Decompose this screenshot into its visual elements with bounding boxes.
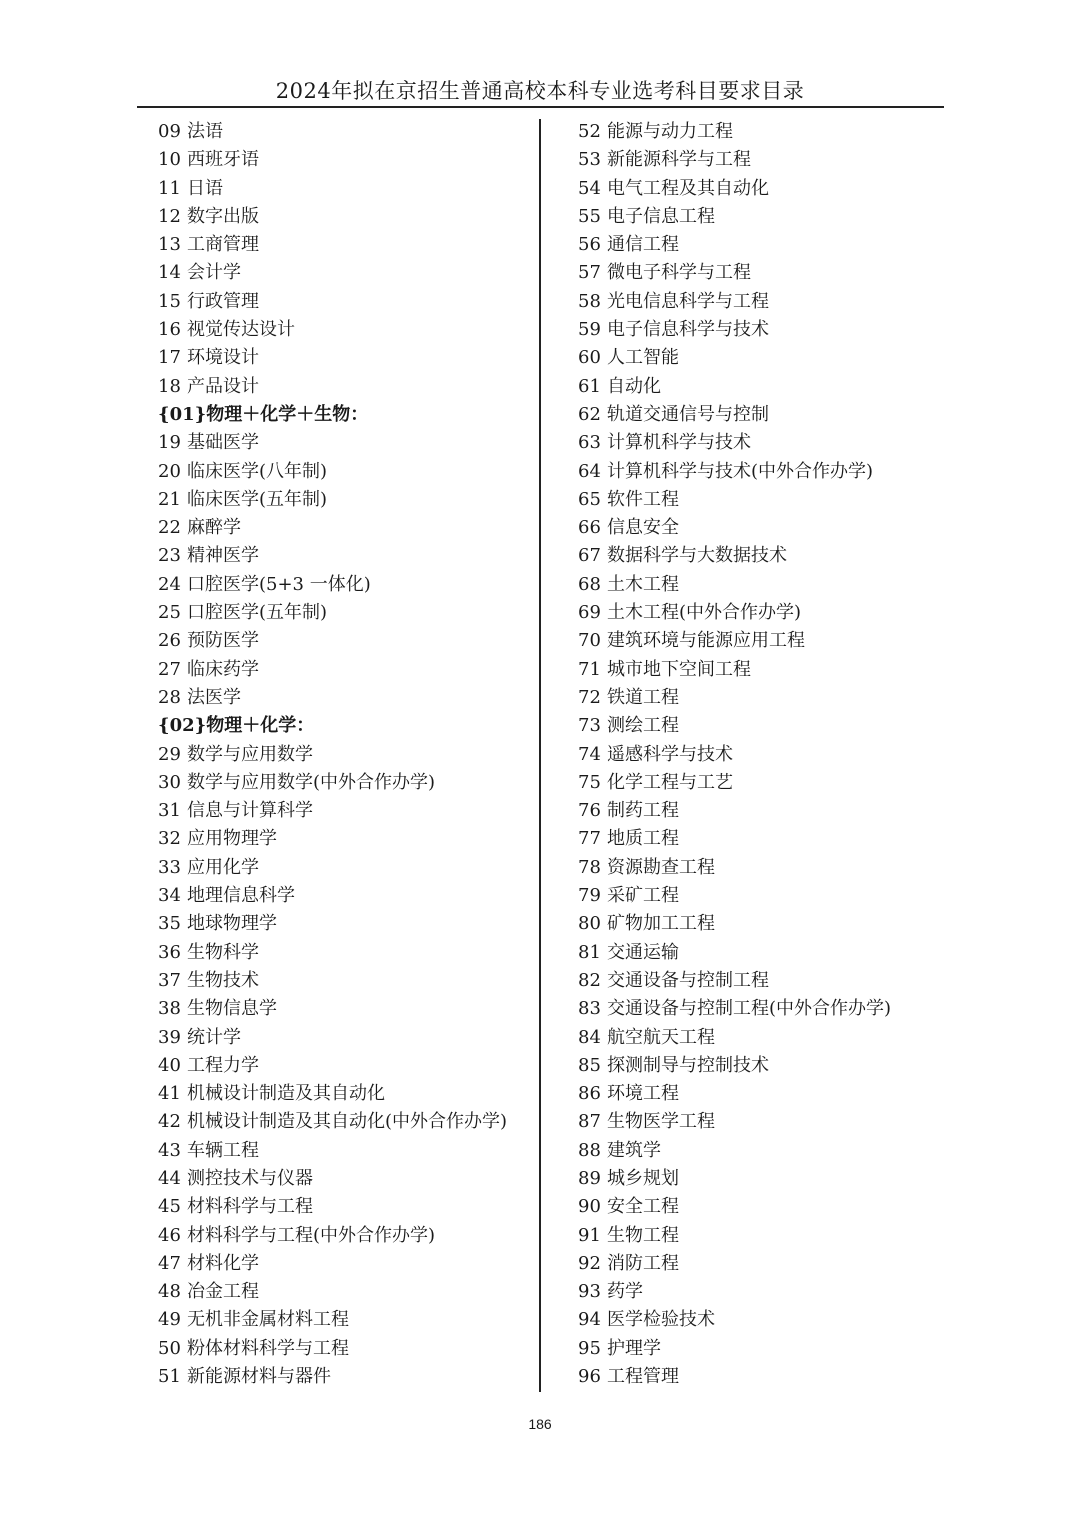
major-list-item [158, 1363, 536, 1391]
major-list-item [578, 458, 944, 486]
major-name: 测绘工程 [607, 715, 679, 737]
major-list-item [158, 1306, 536, 1334]
major-number: 12 [158, 205, 181, 227]
major-number: 64 [578, 460, 601, 482]
major-number: 21 [158, 488, 181, 510]
major-number: 41 [158, 1083, 181, 1105]
major-name: 探测制导与控制技术 [607, 1054, 769, 1076]
major-name: 生物科学 [187, 941, 259, 963]
major-list-item [578, 1052, 944, 1080]
major-name: 统计学 [187, 1026, 241, 1048]
major-name: 资源勘查工程 [607, 856, 715, 878]
major-name: 法语 [187, 121, 223, 142]
major-list-item [158, 854, 536, 882]
major-name: 环境设计 [187, 347, 259, 369]
major-name: 土木工程 [607, 573, 679, 595]
major-list-item [158, 599, 536, 627]
major-name: 新能源科学与工程 [607, 149, 751, 171]
major-name: 生物医学工程 [607, 1111, 715, 1133]
major-list-item [578, 1306, 944, 1334]
major-name: 数字出版 [187, 205, 259, 227]
major-list-item [158, 175, 536, 203]
major-number: 09 [158, 121, 181, 142]
major-list-item [578, 741, 944, 769]
major-number: 15 [158, 290, 181, 312]
major-list-item [158, 288, 536, 316]
major-name: 工商管理 [187, 234, 259, 256]
major-name: 应用化学 [187, 856, 259, 878]
major-name: 工程管理 [607, 1366, 679, 1388]
major-number: 59 [578, 319, 601, 341]
major-number: 75 [578, 771, 601, 793]
major-name: 铁道工程 [607, 686, 679, 708]
major-list-item [158, 1250, 536, 1278]
major-name: 地质工程 [607, 828, 679, 850]
major-number: 17 [158, 347, 181, 369]
major-number: 96 [578, 1366, 601, 1388]
major-name: 地球物理学 [187, 913, 277, 935]
major-name: 机械设计制造及其自动化 [187, 1083, 385, 1105]
major-number: 54 [578, 177, 601, 199]
page-number: 186 [528, 1416, 552, 1432]
major-list-item [578, 486, 944, 514]
major-number: 57 [578, 262, 601, 284]
major-name: 测控技术与仪器 [187, 1167, 313, 1189]
major-name: 消防工程 [607, 1252, 679, 1274]
major-list-item [578, 769, 944, 797]
major-name: 新能源材料与器件 [187, 1366, 331, 1388]
major-list-item [158, 1278, 536, 1306]
major-list-item [578, 1193, 944, 1221]
major-list-item [158, 825, 536, 853]
major-list-item [158, 939, 536, 967]
major-list-item [578, 118, 944, 146]
major-name: 人工智能 [607, 347, 679, 369]
major-name: 交通设备与控制工程(中外合作办学) [607, 998, 892, 1020]
major-number: 68 [578, 573, 601, 595]
major-number: 10 [158, 149, 181, 171]
major-number: 49 [158, 1309, 181, 1331]
major-number: 72 [578, 686, 601, 708]
major-list-item [158, 118, 536, 146]
major-number: 82 [578, 969, 601, 991]
major-number: 80 [578, 913, 601, 935]
major-name: 药学 [607, 1281, 643, 1303]
major-number: 89 [578, 1167, 601, 1189]
major-list-item [578, 1250, 944, 1278]
major-number: 16 [158, 319, 181, 341]
major-number: 52 [578, 121, 601, 142]
major-number: 30 [158, 771, 181, 793]
major-list-item [578, 1363, 944, 1391]
major-number: 28 [158, 686, 181, 708]
major-number: 60 [578, 347, 601, 369]
major-name: 采矿工程 [607, 885, 679, 907]
major-list-item [158, 373, 536, 401]
major-number: 94 [578, 1309, 601, 1331]
major-number: 38 [158, 998, 181, 1020]
major-number: 51 [158, 1366, 181, 1388]
major-name: 预防医学 [187, 630, 259, 652]
major-name: 计算机科学与技术(中外合作办学) [607, 460, 874, 482]
major-number: 67 [578, 545, 601, 567]
major-number: 71 [578, 658, 601, 680]
major-list-item [578, 288, 944, 316]
major-number: 83 [578, 998, 601, 1020]
major-number: 14 [158, 262, 181, 284]
major-list-item [578, 1108, 944, 1136]
major-list-item [158, 1335, 536, 1363]
major-name: 医学检验技术 [607, 1309, 715, 1331]
major-list-item [158, 769, 536, 797]
major-number: 79 [578, 885, 601, 907]
major-list-item [578, 939, 944, 967]
major-name: 微电子科学与工程 [607, 262, 751, 284]
major-name: 口腔医学(5+3 一体化) [187, 573, 371, 595]
major-number: 65 [578, 488, 601, 510]
major-list-item [158, 1165, 536, 1193]
major-list-item [578, 1278, 944, 1306]
major-number: 24 [158, 573, 181, 595]
major-number: 50 [158, 1337, 181, 1359]
major-name: 视觉传达设计 [187, 319, 295, 341]
major-number: 81 [578, 941, 601, 963]
major-list-item [158, 203, 536, 231]
major-name: 电气工程及其自动化 [607, 177, 769, 199]
major-number: 55 [578, 205, 601, 227]
major-list-item [158, 231, 536, 259]
major-name: 临床医学(五年制) [187, 488, 328, 510]
major-number: 93 [578, 1281, 601, 1303]
major-list-item [158, 1222, 536, 1250]
major-name: 建筑环境与能源应用工程 [607, 630, 805, 652]
major-number: 70 [578, 630, 601, 652]
major-name: 环境工程 [607, 1083, 679, 1105]
major-number: 88 [578, 1139, 601, 1161]
major-list-item [578, 344, 944, 372]
major-list-item [158, 1024, 536, 1052]
major-number: 36 [158, 941, 181, 963]
major-list-item [578, 1165, 944, 1193]
major-number: 20 [158, 460, 181, 482]
major-list-item [578, 203, 944, 231]
major-number: 40 [158, 1054, 181, 1076]
major-name: 软件工程 [607, 488, 679, 510]
major-number: 37 [158, 969, 181, 991]
major-name: 生物工程 [607, 1224, 679, 1246]
major-name: 城乡规划 [607, 1167, 679, 1189]
major-number: 77 [578, 828, 601, 850]
major-list-item [578, 175, 944, 203]
major-list-item [578, 995, 944, 1023]
major-number: 43 [158, 1139, 181, 1161]
major-number: 23 [158, 545, 181, 567]
major-list-item [158, 514, 536, 542]
major-number: 56 [578, 234, 601, 256]
major-name: 粉体材料科学与工程 [187, 1337, 349, 1359]
major-number: 69 [578, 602, 601, 624]
major-number: 34 [158, 885, 181, 907]
major-number: 87 [578, 1111, 601, 1133]
major-name: 临床医学(八年制) [187, 460, 328, 482]
major-number: 66 [578, 517, 601, 539]
major-number: 18 [158, 375, 181, 397]
major-name: 日语 [187, 177, 223, 199]
major-name: 数据科学与大数据技术 [607, 545, 787, 567]
major-list-item [578, 429, 944, 457]
major-list-item [578, 1024, 944, 1052]
major-list-item [578, 259, 944, 287]
major-number: 53 [578, 149, 601, 171]
major-list-item [578, 1335, 944, 1363]
major-number: 46 [158, 1224, 181, 1246]
major-number: 74 [578, 743, 601, 765]
major-list-item [158, 910, 536, 938]
major-number: 85 [578, 1054, 601, 1076]
major-list-item [578, 316, 944, 344]
major-name: 车辆工程 [187, 1139, 259, 1161]
major-name: 制药工程 [607, 800, 679, 822]
major-list-item [158, 458, 536, 486]
major-list-item [158, 627, 536, 655]
major-list-item [158, 1193, 536, 1221]
major-list-item [158, 882, 536, 910]
major-number: 63 [578, 432, 601, 454]
major-name: 城市地下空间工程 [607, 658, 751, 680]
major-number: 47 [158, 1252, 181, 1274]
major-name: 数学与应用数学 [187, 743, 313, 765]
major-number: 35 [158, 913, 181, 935]
column-divider [539, 119, 541, 1392]
major-list-item [158, 967, 536, 995]
major-number: 32 [158, 828, 181, 850]
major-name: 土木工程(中外合作办学) [607, 602, 802, 624]
major-list-item [578, 1222, 944, 1250]
major-list-item [158, 316, 536, 344]
major-list-item [578, 571, 944, 599]
major-list-item [158, 486, 536, 514]
major-number: 95 [578, 1337, 601, 1359]
major-number: 45 [158, 1196, 181, 1218]
left-column-list [158, 118, 536, 1391]
major-name: 法医学 [187, 686, 241, 708]
major-name: 产品设计 [187, 375, 259, 397]
major-name: 生物信息学 [187, 998, 277, 1020]
major-number: 42 [158, 1111, 181, 1133]
major-list-item [578, 825, 944, 853]
major-list-item [158, 429, 536, 457]
major-list-item [158, 542, 536, 570]
major-name: 无机非金属材料工程 [187, 1309, 349, 1331]
major-list-item [158, 741, 536, 769]
major-list-item [578, 797, 944, 825]
major-name: 电子信息工程 [607, 205, 715, 227]
major-number: 27 [158, 658, 181, 680]
major-name: 能源与动力工程 [607, 121, 733, 142]
major-list-item [578, 231, 944, 259]
major-name: 会计学 [187, 262, 241, 284]
major-name: 安全工程 [607, 1196, 679, 1218]
major-list-item [158, 1108, 536, 1136]
major-list-item [578, 1080, 944, 1108]
major-list-item [578, 1137, 944, 1165]
major-name: 材料化学 [187, 1252, 259, 1274]
major-number: 48 [158, 1281, 181, 1303]
major-name: 自动化 [607, 375, 661, 397]
major-number: 90 [578, 1196, 601, 1218]
major-name: 生物技术 [187, 969, 259, 991]
major-number: 61 [578, 375, 601, 397]
header-rule [137, 106, 944, 108]
major-name: 光电信息科学与工程 [607, 290, 769, 312]
major-name: 西班牙语 [187, 149, 259, 171]
page-title: 2024年拟在京招生普通高校本科专业选考科目要求目录 [275, 79, 805, 103]
major-list-item [158, 259, 536, 287]
major-name: 计算机科学与技术 [607, 432, 751, 454]
major-name: 临床药学 [187, 658, 259, 680]
major-number: 73 [578, 715, 601, 737]
major-name: 麻醉学 [187, 517, 241, 539]
subject-group-heading: {02}物理＋化学： [158, 715, 315, 737]
major-list-item [578, 146, 944, 174]
major-number: 86 [578, 1083, 601, 1105]
major-name: 数学与应用数学(中外合作办学) [187, 771, 436, 793]
major-list-item [158, 797, 536, 825]
major-list-item [158, 1137, 536, 1165]
major-list-item [578, 514, 944, 542]
major-name: 通信工程 [607, 234, 679, 256]
major-list-item [578, 882, 944, 910]
major-name: 口腔医学(五年制) [187, 602, 328, 624]
major-list-item [578, 627, 944, 655]
major-name: 护理学 [607, 1337, 661, 1359]
major-name: 建筑学 [607, 1139, 661, 1161]
major-name: 信息安全 [607, 517, 679, 539]
major-number: 31 [158, 800, 181, 822]
major-list-item [158, 656, 536, 684]
major-list-item [158, 344, 536, 372]
major-list-item [158, 571, 536, 599]
major-list-item [578, 599, 944, 627]
major-number: 39 [158, 1026, 181, 1048]
major-list-item [578, 542, 944, 570]
major-list-item [578, 656, 944, 684]
right-column-list [578, 118, 944, 1391]
major-list-item [578, 373, 944, 401]
major-list-item [578, 910, 944, 938]
major-number: 22 [158, 517, 181, 539]
subject-group-heading: {01}物理＋化学＋生物： [158, 403, 369, 425]
major-number: 78 [578, 856, 601, 878]
major-name: 工程力学 [187, 1054, 259, 1076]
major-name: 交通运输 [607, 941, 679, 963]
major-number: 33 [158, 856, 181, 878]
major-number: 76 [578, 800, 601, 822]
major-name: 遥感科学与技术 [607, 743, 733, 765]
major-list-item [158, 684, 536, 712]
major-name: 行政管理 [187, 290, 259, 312]
major-name: 信息与计算科学 [187, 800, 313, 822]
major-number: 92 [578, 1252, 601, 1274]
major-number: 91 [578, 1224, 601, 1246]
major-number: 84 [578, 1026, 601, 1048]
major-name: 地理信息科学 [187, 885, 295, 907]
major-number: 26 [158, 630, 181, 652]
major-name: 轨道交通信号与控制 [607, 403, 769, 425]
major-list-item [158, 146, 536, 174]
major-list-item [578, 854, 944, 882]
major-list-item [578, 401, 944, 429]
major-number: 44 [158, 1167, 181, 1189]
major-name: 基础医学 [187, 432, 259, 454]
major-name: 材料科学与工程 [187, 1196, 313, 1218]
major-list-item [158, 1052, 536, 1080]
major-list-item [578, 712, 944, 740]
major-name: 化学工程与工艺 [607, 771, 733, 793]
major-number: 13 [158, 234, 181, 256]
major-number: 62 [578, 403, 601, 425]
major-name: 航空航天工程 [607, 1026, 715, 1048]
major-name: 应用物理学 [187, 828, 277, 850]
major-name: 电子信息科学与技术 [607, 319, 769, 341]
major-name: 机械设计制造及其自动化(中外合作办学) [187, 1111, 508, 1133]
major-number: 58 [578, 290, 601, 312]
major-list-item [578, 967, 944, 995]
major-number: 29 [158, 743, 181, 765]
major-number: 25 [158, 602, 181, 624]
major-name: 冶金工程 [187, 1281, 259, 1303]
major-name: 材料科学与工程(中外合作办学) [187, 1224, 436, 1246]
major-name: 矿物加工工程 [607, 913, 715, 935]
major-name: 交通设备与控制工程 [607, 969, 769, 991]
major-number: 19 [158, 432, 181, 454]
major-list-item [578, 684, 944, 712]
major-number: 11 [158, 177, 181, 199]
major-name: 精神医学 [187, 545, 259, 567]
major-list-item [158, 1080, 536, 1108]
major-list-item [158, 995, 536, 1023]
